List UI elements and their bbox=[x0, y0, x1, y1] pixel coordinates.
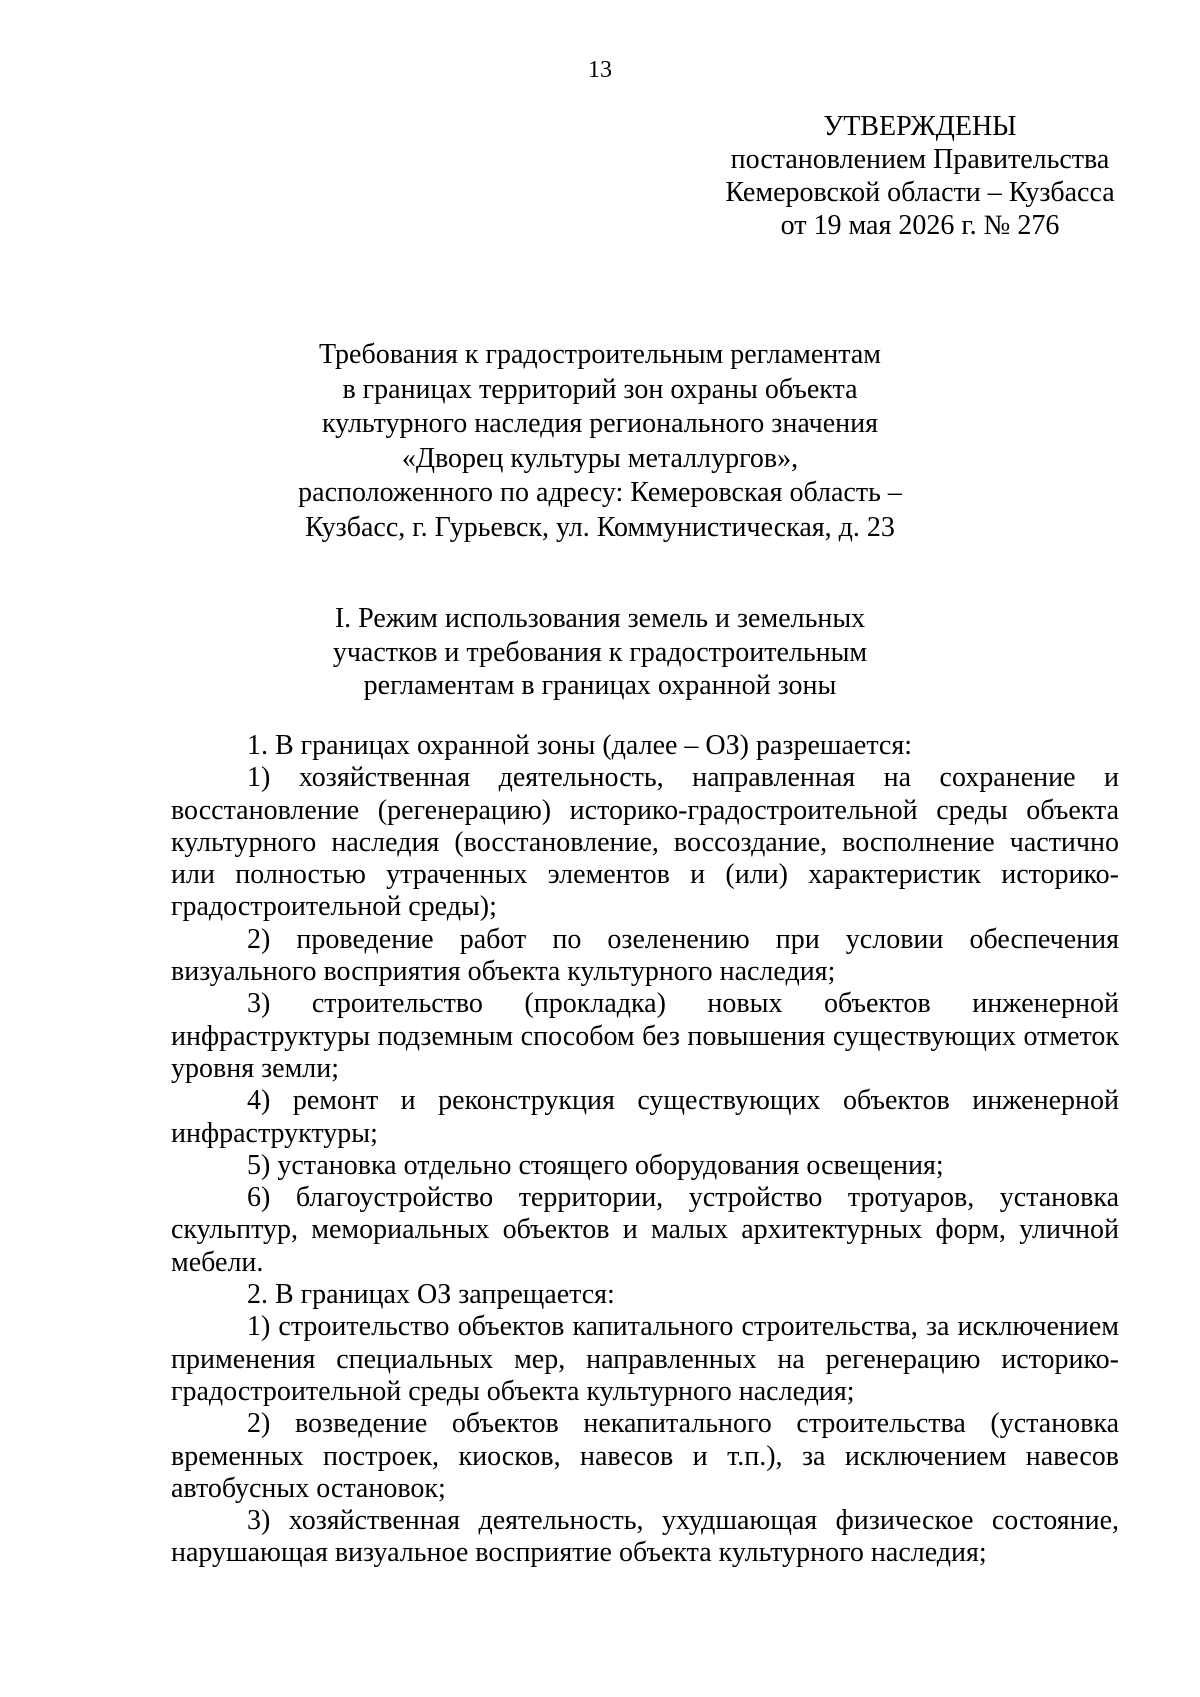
approval-stamp-block bbox=[700, 110, 1140, 242]
title-line: расположенного по адресу: Кемеровская область – bbox=[298, 477, 902, 508]
list-item: 1) хозяйственная деятельность, направленная на сохранение и восстановление (регенерацию) историко-градостроительной среды объекта культурного наследия (восстановление, воссоздание, восполнение частично или полностью утраченных элементов и (или) характеристик историко-градостроительной среды); bbox=[171, 762, 1119, 923]
clause-heading-prohibited: 2. В границах ОЗ запрещается: bbox=[247, 1279, 615, 1311]
section-title bbox=[250, 602, 950, 703]
list-item: 4) ремонт и реконструкция существующих объектов инженерной инфраструктуры; bbox=[171, 1085, 1119, 1149]
approval-line: постановлением Правительства bbox=[730, 144, 1110, 175]
page-number: 13 bbox=[588, 57, 612, 83]
approval-date-line: от 19 мая 2026 г. № 276 bbox=[780, 210, 1060, 241]
list-item: 2) возведение объектов некапитального строительства (установка временных построек, киосков, навесов и т.п.), за исключением навесов автобусных остановок; bbox=[171, 1408, 1119, 1504]
list-item: 1) строительство объектов капитального строительства, за исключением применения специальных мер, направленных на регенерацию историко-градостроительной среды объекта культурного наследия; bbox=[171, 1311, 1119, 1407]
approval-line: Кемеровской области – Кузбасса bbox=[725, 177, 1115, 208]
list-item: 5) установка отдельно стоящего оборудования освещения; bbox=[247, 1149, 944, 1181]
section-title-line: регламентам в границах охранной зоны bbox=[363, 670, 837, 701]
title-line: «Дворец культуры металлургов», bbox=[401, 442, 799, 474]
list-item: 2) проведение работ по озеленению при условии обеспечения визуального восприятия объекта культурного наследия; bbox=[171, 923, 1119, 988]
list-item: 3) строительство (прокладка) новых объектов инженерной инфраструктуры подземным способом без повышения существующих отметок уровня земли; bbox=[171, 988, 1119, 1084]
section-title-line: I. Режим использования земель и земельных bbox=[334, 603, 866, 634]
title-line: Кузбасс, г. Гурьевск, ул. Коммунистическая, д. 23 bbox=[305, 511, 895, 543]
section-title-line: участков и требования к градостроительным bbox=[332, 636, 868, 668]
approval-heading: УТВЕРЖДЕНЫ bbox=[823, 111, 1017, 142]
title-line: в границах территорий зон охраны объекта bbox=[342, 373, 858, 405]
title-line: культурного наследия регионального значения bbox=[321, 408, 879, 439]
document-title bbox=[250, 338, 950, 545]
clause-heading-permitted: 1. В границах охранной зоны (далее – ОЗ) разрешается: bbox=[247, 730, 912, 761]
title-line: Требования к градостроительным регламентам bbox=[319, 339, 881, 370]
document-body bbox=[171, 730, 1119, 1570]
list-item: 6) благоустройство территории, устройство тротуаров, установка скульптур, мемориальных объектов и малых архитектурных форм, уличной мебели. bbox=[171, 1182, 1119, 1278]
list-item: 3) хозяйственная деятельность, ухудшающая физическое состояние, нарушающая визуальное восприятие объекта культурного наследия; bbox=[171, 1505, 1119, 1569]
